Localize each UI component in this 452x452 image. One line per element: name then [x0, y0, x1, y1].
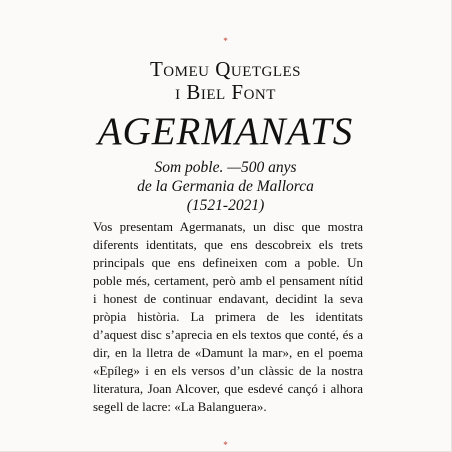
subtitle-line-2: de la Germania de Mallorca: [137, 178, 314, 195]
subtitle-line-3: (1521-2021): [186, 197, 265, 214]
album-title: AGERMANATS: [97, 110, 354, 153]
author-line-2: i Biel Font: [175, 80, 276, 104]
top-asterisk-ornament: *: [223, 36, 228, 46]
authors-heading: [0, 58, 451, 104]
author-line-1: Tomeu Quetgles: [149, 57, 302, 81]
subtitle-line-1: Som poble. —500 anys: [154, 159, 297, 176]
album-subtitle: [0, 158, 451, 215]
body-paragraph: Vos presentam Agermanats, un disc que mostra diferents identitats, que ens descobreix els trets principals que ens defineixen com a poble. Un poble més, certament, però amb el pensament nítid i honest de continuar endavant, decidint la seva pròpia història. La primera de les identitats d’aquest disc s’aprecia en els textos que conté, és a dir, en la lletra de «Damunt la mar», en el poema «Epíleg» i en els versos d’un clàssic de la nostra literatura, Joan Alcover, que esdevé cançó i alhora segell de lacre: «La Balanguera».: [93, 219, 363, 414]
bottom-asterisk-ornament: *: [223, 440, 228, 450]
